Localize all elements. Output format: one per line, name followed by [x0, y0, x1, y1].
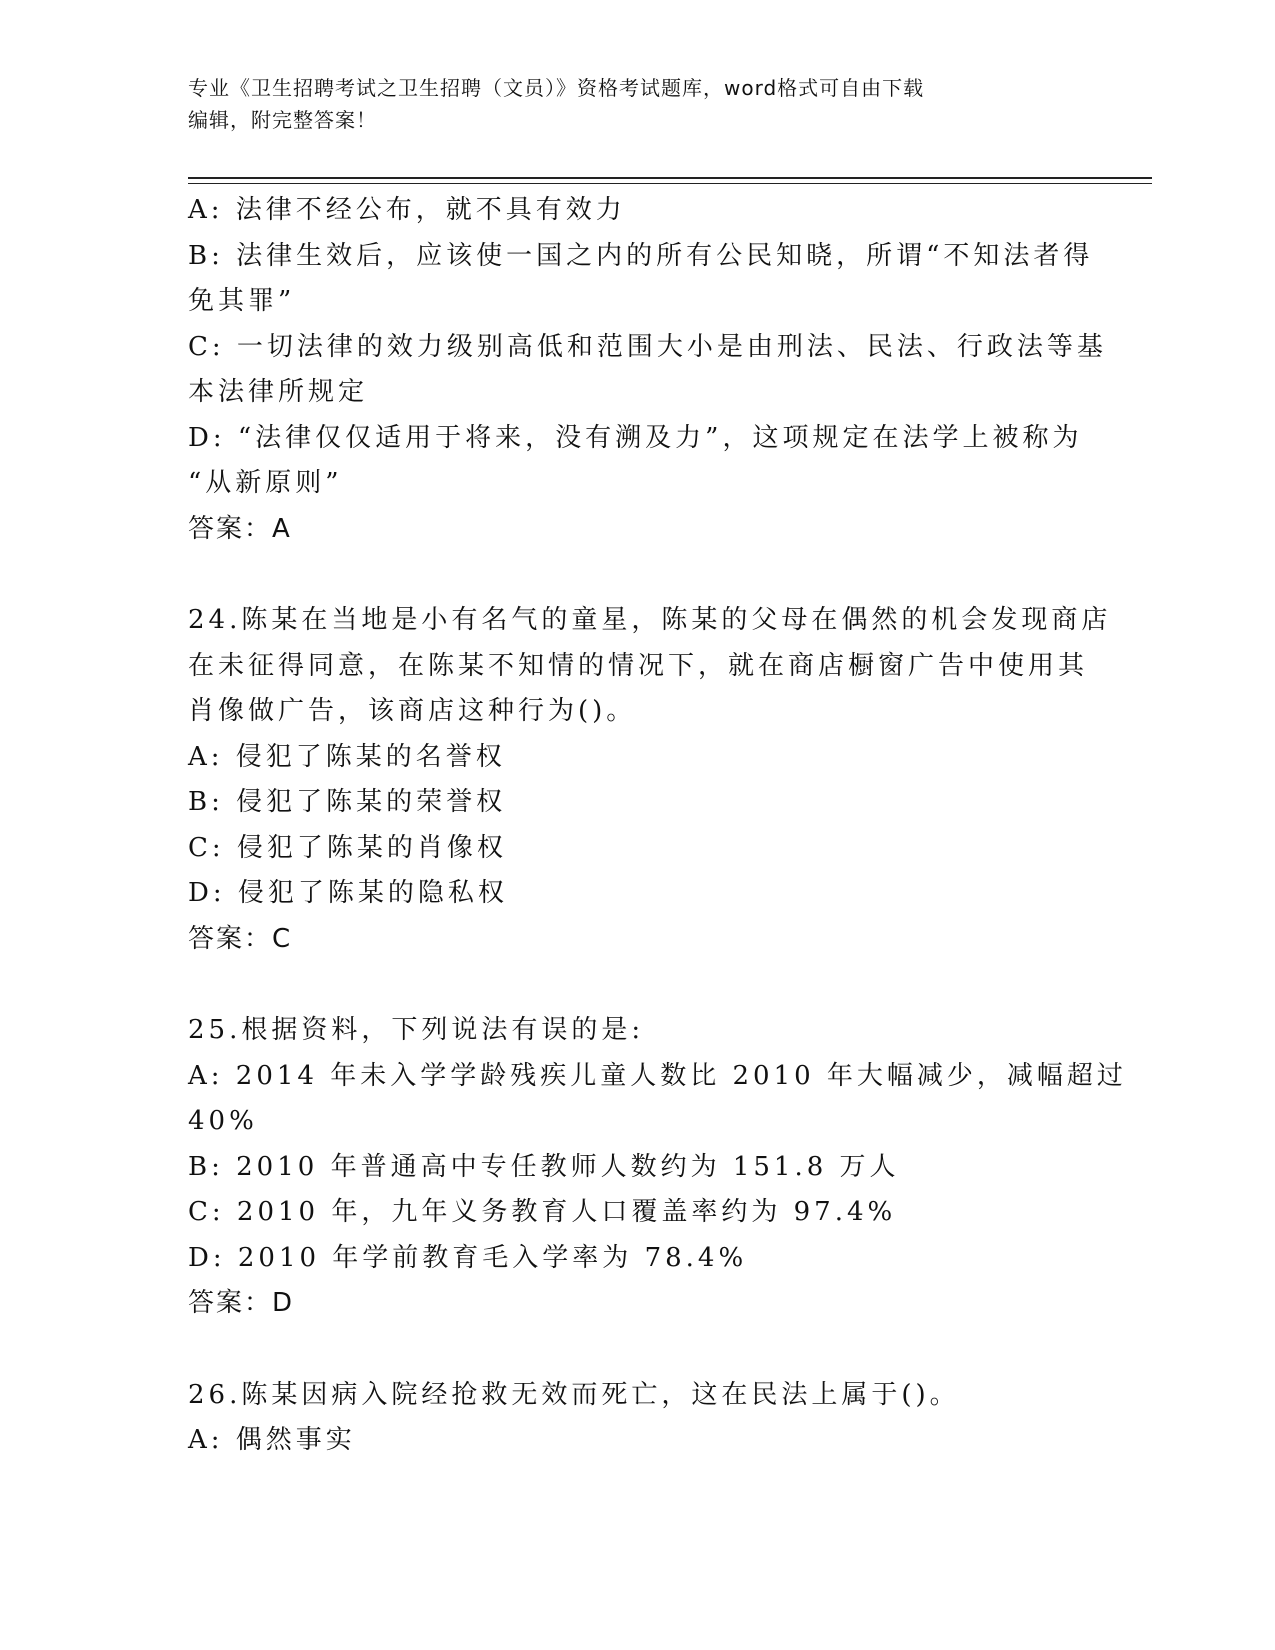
answer-23: 答案：A	[188, 513, 292, 544]
answer-25: 答案：D	[188, 1288, 295, 1318]
option-b: B: 2010 年普通高中专任教师人数约为 151.8 万人	[188, 1151, 900, 1182]
option-c: C: 2010 年，九年义务教育人口覆盖率约为 97.4%	[188, 1197, 897, 1227]
header-line-2: 编辑，附完整答案！	[188, 108, 377, 132]
spacer	[188, 1327, 1088, 1373]
question-list	[188, 188, 1127, 1464]
spacer	[188, 552, 1088, 598]
option-b-cont: 免其罪”	[188, 286, 296, 316]
option-c-cont: 本法律所规定	[188, 377, 369, 407]
option-a: A: 2014 年未入学学龄残疾儿童人数比 2010 年大幅减少，减幅超过	[188, 1060, 1127, 1091]
option-a: A: 侵犯了陈某的名誉权	[188, 741, 506, 772]
option-d: D: “法律仅仅适用于将来，没有溯及力”，这项规定在法学上被称为	[188, 422, 1083, 453]
option-d: D: 侵犯了陈某的隐私权	[188, 878, 508, 908]
answer-24: 答案：C	[188, 923, 293, 954]
question-26	[188, 1373, 1088, 1464]
option-a: A: 法律不经公布，就不具有效力	[188, 195, 626, 225]
question-stem: 26.陈某因病入院经抢救无效而死亡，这在民法上属于()。	[188, 1379, 960, 1410]
option-c: C: 侵犯了陈某的肖像权	[188, 832, 507, 863]
document-header	[188, 72, 1088, 136]
question-stem: 24.陈某在当地是小有名气的童星，陈某的父母在偶然的机会发现商店	[188, 605, 1112, 635]
option-d-cont: “从新原则”	[188, 468, 343, 498]
question-stem: 25.根据资料，下列说法有误的是:	[188, 1015, 645, 1045]
question-24	[188, 598, 1112, 962]
header-line-1: 专业《卫生招聘考试之卫生招聘（文员）》资格考试题库，word格式可自由下载	[188, 76, 925, 100]
question-23-options	[188, 188, 1107, 552]
spacer	[188, 962, 1088, 1008]
question-25	[188, 1008, 1127, 1327]
question-stem-cont: 肖像做广告，该商店这种行为()。	[188, 696, 637, 726]
option-a-cont: 40%	[188, 1106, 258, 1136]
header-rule-thin	[188, 183, 1152, 184]
question-stem-cont: 在未征得同意，在陈某不知情的情况下，就在商店橱窗广告中使用其	[188, 650, 1089, 681]
option-b: B: 法律生效后，应该使一国之内的所有公民知晓，所谓“不知法者得	[188, 240, 1094, 271]
header-rule-thick	[188, 177, 1152, 179]
option-c: C: 一切法律的效力级别高低和范围大小是由刑法、民法、行政法等基	[188, 331, 1107, 362]
option-b: B: 侵犯了陈某的荣誉权	[188, 787, 507, 817]
option-d: D: 2010 年学前教育毛入学率为 78.4%	[188, 1242, 748, 1273]
option-a: A: 偶然事实	[188, 1425, 356, 1455]
